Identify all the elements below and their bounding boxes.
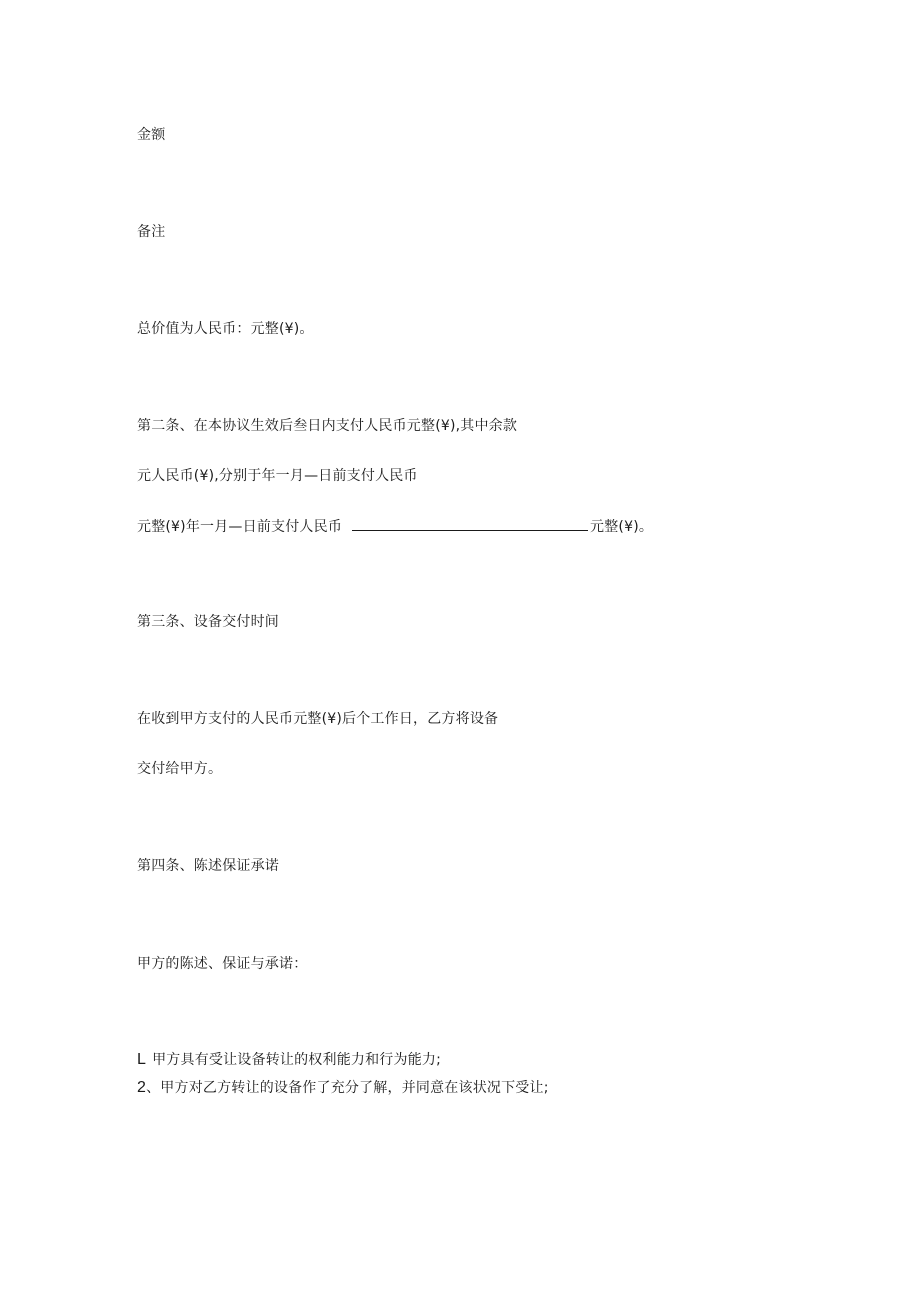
party-a-intro: 甲方的陈述、保证与承诺： [137, 956, 308, 972]
article-2-line-2: 元人民币(¥),分别于年一月—日前支付人民币 [137, 468, 418, 484]
article-2-line-3-pre: 元整(¥)年一月—日前支付人民币 [137, 519, 343, 535]
label-remarks: 备注 [137, 224, 166, 240]
total-value-line: 总价值为人民币：元整(¥)。 [137, 321, 314, 337]
list-item-2-text: 、甲方对乙方转让的设备作了充分了解，并同意在该状况下受让; [146, 1080, 549, 1096]
article-2-line-1: 第二条、在本协议生效后叁日内支付人民币元整(¥),其中余款 [137, 418, 518, 434]
list-item-2 [137, 1079, 549, 1097]
article-3-line-1: 在收到甲方支付的人民币元整(¥)后个工作日，乙方将设备 [137, 711, 499, 727]
article-2-line-3 [137, 516, 653, 536]
label-amount: 金额 [137, 127, 166, 143]
article-4-title: 第四条、陈述保证承诺 [137, 858, 279, 874]
list-item-2-number: 2 [137, 1079, 147, 1096]
list-item-1 [137, 1051, 441, 1069]
list-item-1-text: 甲方具有受让设备转让的权利能力和行为能力; [152, 1052, 442, 1068]
article-3-title: 第三条、设备交付时间 [137, 614, 279, 630]
list-item-1-number: L [137, 1051, 147, 1068]
article-3-line-2: 交付给甲方。 [137, 761, 223, 777]
blank-underline [352, 516, 588, 531]
article-2-line-3-post: 元整(¥)。 [590, 519, 654, 535]
